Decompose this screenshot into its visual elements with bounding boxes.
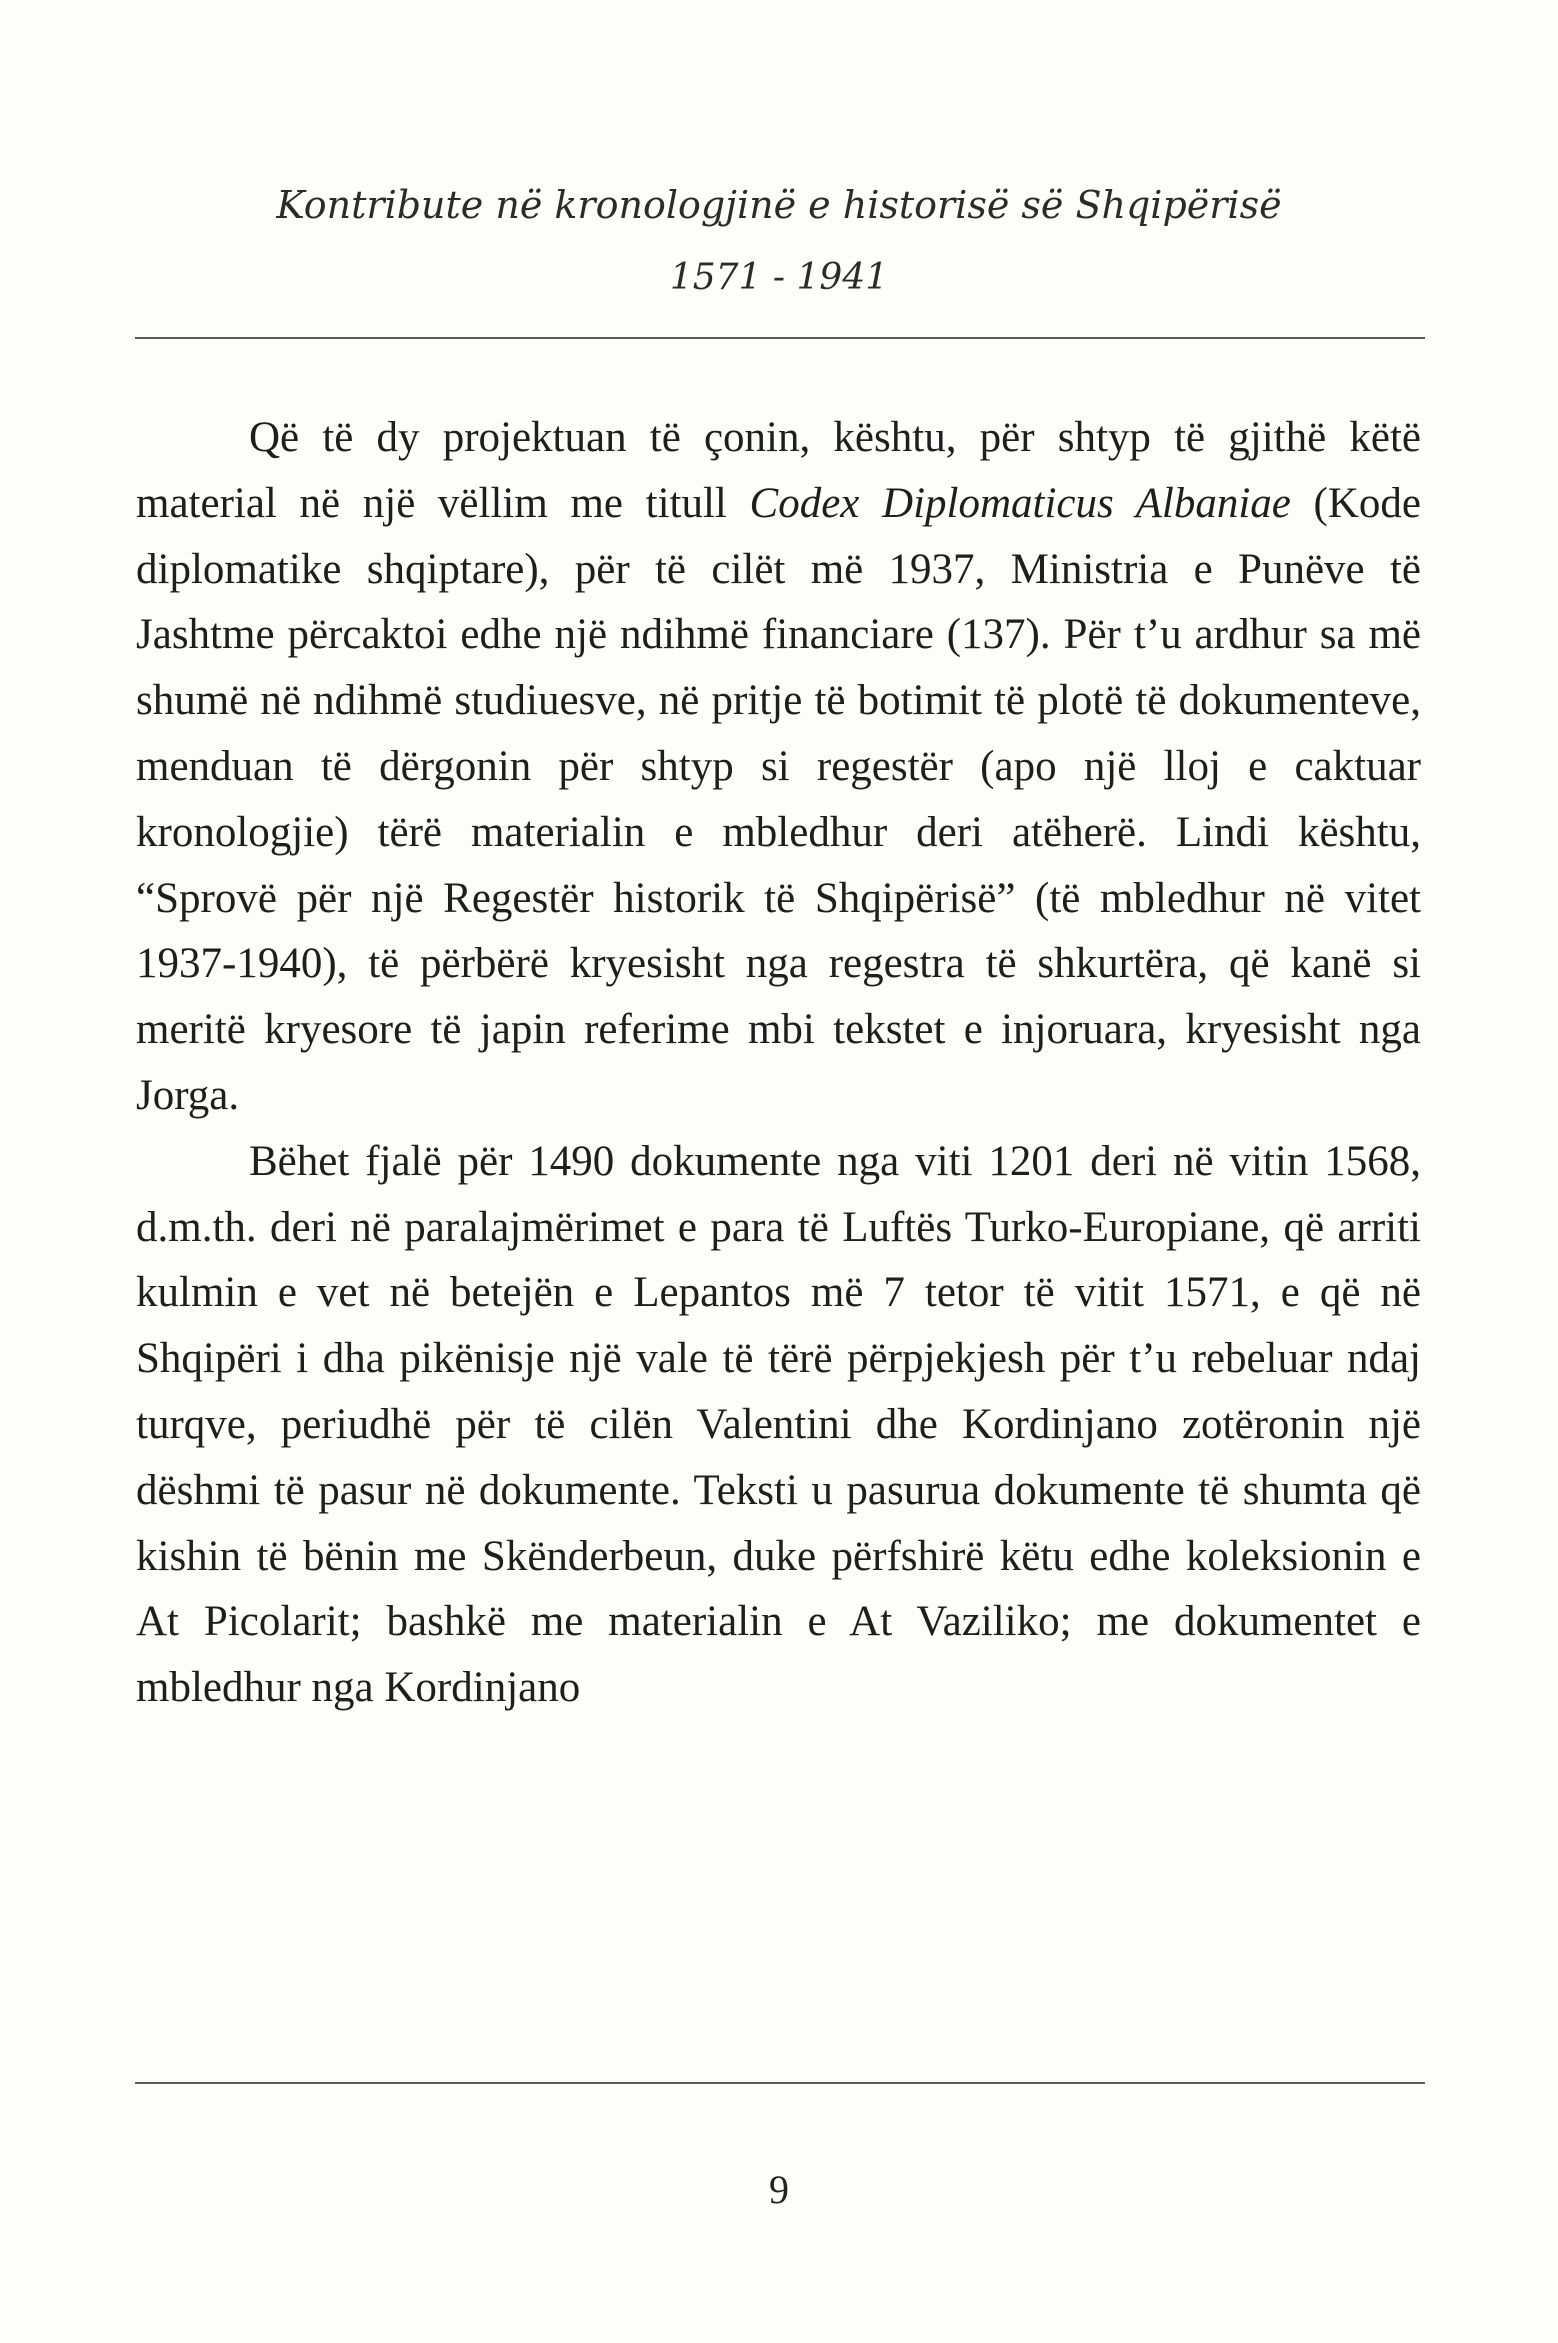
paragraph-1-text-start: Që të dy projektuan të çonin, kështu, për shtyp të gjithë këtë material në një vëllim me titull xyxy=(136,414,1421,527)
running-head-title: Kontribute në kronologjinë e historisë së Shqipërisë xyxy=(276,183,1282,227)
header-rule xyxy=(135,337,1425,339)
paragraph-2: Bëhet fjalë për 1490 dokumente nga viti 1201 deri në vitin 1568, d.m.th. deri në paralajmërimet e para të Luftës Turko-Europiane, që arriti kulmin e vet në betejën e Lepantos më 7 tetor të vitit 1571, e që në Shqipëri i dha pikënisje një vale të tërë përpjekjesh për t’u rebeluar ndaj turqve, periudhë për të cilën Valentini dhe Kordinjano zotëronin një dëshmi të pasur në dokumente. Teksti u pasurua dokumente të shumta që kishin të bënin me Skënderbeun, duke përfshirë këtu edhe koleksionin e At Picolarit; bashkë me materialin e At Vaziliko; me dokumentet e mbledhur nga Kordinjano xyxy=(136,1137,1421,1712)
paragraph-1-italic-title: Codex Diplomaticus Albaniae xyxy=(749,479,1291,527)
paragraph-1-text-end: (Kode diplomatike shqiptare), për të cilët më 1937, Ministria e Punëve të Jashtme përcaktoi edhe një ndihmë financiare (137). Për t’u ardhur sa më shumë në ndihmë studiuesve, në pritje të botimit të plotë të dokumenteve, menduan të dërgonin për shtyp si regestër (apo një lloj e caktuar kronologjie) tërë materialin e mbledhur deri atëherë. Lindi kështu, “Sprovë për një Regestër historik të Shqipërisë” (të mbledhur në vitet 1937-1940), të përbërë kryesisht nga regestra të shkurtëra, që kanë si meritë kryesore të japin referime mbi tekstet e injoruara, kryesisht nga Jorga. xyxy=(136,479,1421,1119)
page-number: 9 xyxy=(769,2167,789,2212)
running-head-years: 1571 - 1941 xyxy=(669,257,889,298)
body-text xyxy=(136,405,1421,1721)
footer-rule xyxy=(135,2082,1425,2084)
paragraph-1 xyxy=(136,405,1421,1129)
